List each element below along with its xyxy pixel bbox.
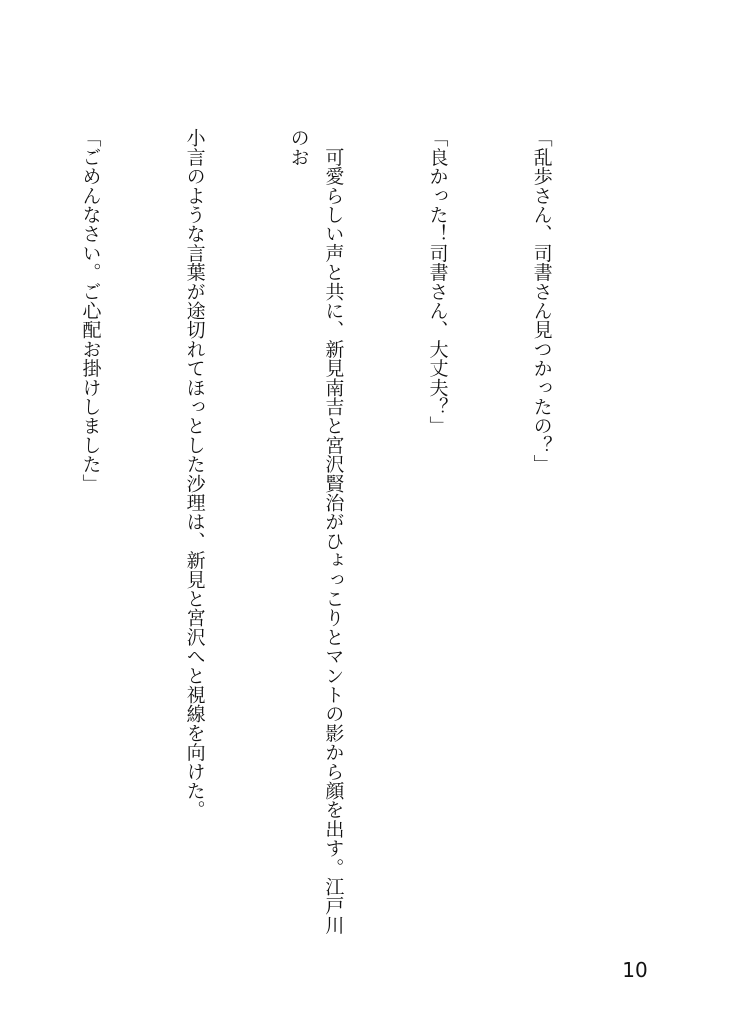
text-line	[0, 128, 3, 948]
text-line: 小言のような言葉が途切れてほっとした沙理は、新見と宮沢へと視線を向けた。	[183, 128, 206, 820]
text-line: 「ごめんなさい。ご心配お掛けしました」	[79, 128, 102, 493]
vertical-text-block	[0, 128, 628, 948]
text-line: 「良かった！司書さん、大丈夫？」	[426, 128, 449, 436]
text-line: 可愛らしい声と共に、新見南吉と宮沢賢治がひょっこりとマントの影から顔を出す。江戸川のお	[287, 128, 345, 935]
page-number: 10	[622, 958, 648, 982]
text-line: 「乱歩さん、司書さん見つかったの？」	[530, 128, 553, 474]
